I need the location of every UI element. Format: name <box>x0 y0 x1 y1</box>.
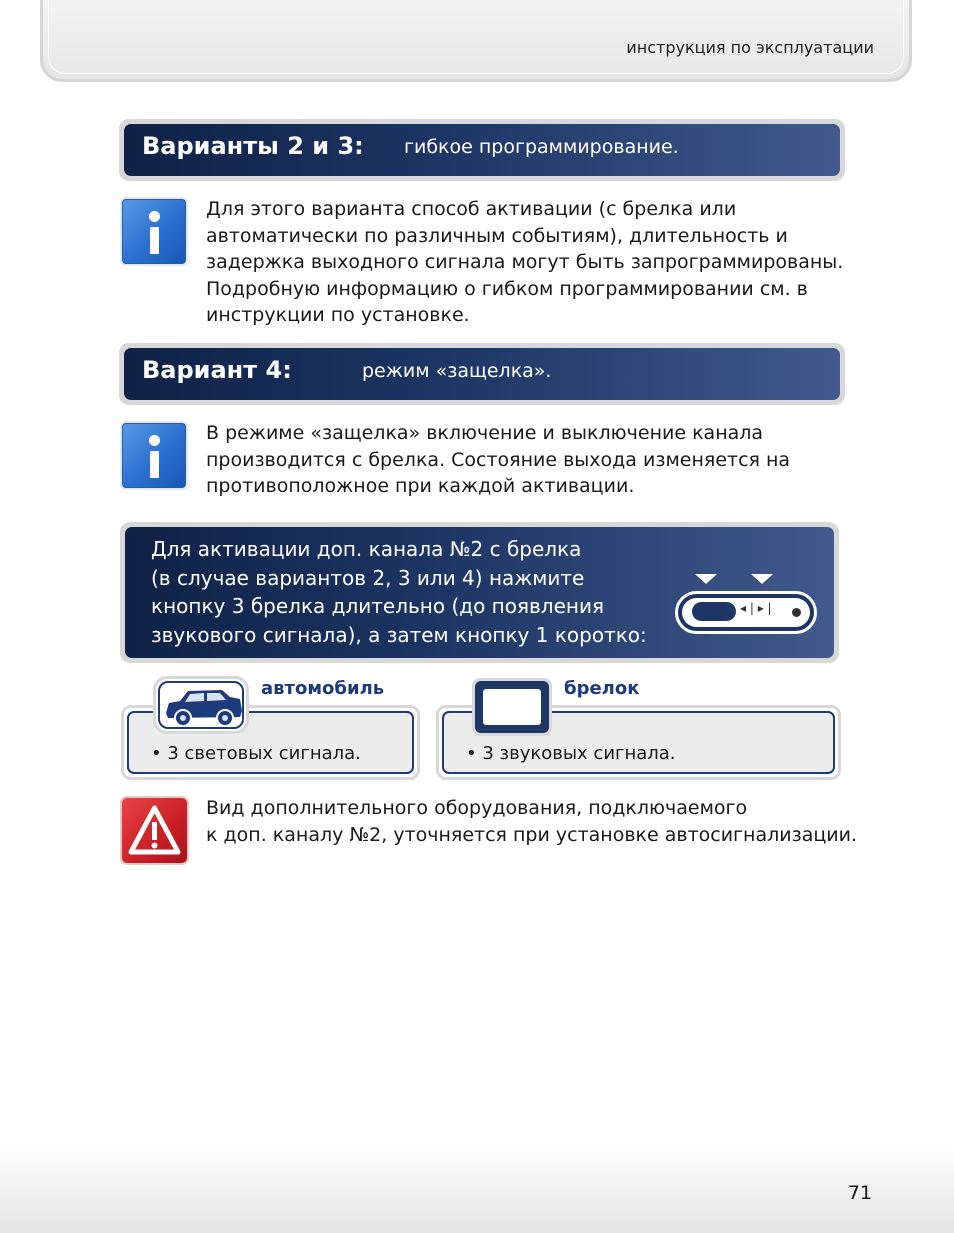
text-line: к доп. каналу №2, уточняется при установке автосигнализации. <box>206 823 858 846</box>
info-icon <box>120 197 188 266</box>
activation-instruction-text <box>151 535 647 649</box>
warning-icon <box>120 796 189 865</box>
car-icon <box>153 676 249 734</box>
footer-bar <box>0 1145 954 1233</box>
page-number: 71 <box>847 1182 872 1204</box>
text-line: автоматически по различным событиям), длительность и <box>206 224 788 247</box>
keyfob-display-icon <box>472 678 552 736</box>
keyfob-card-label: брелок <box>564 678 640 699</box>
text-line: звукового сигнала), а затем кнопку 1 коротко: <box>151 622 647 647</box>
text-line: (в случае вариантов 2, 3 или 4) нажмите <box>151 565 585 590</box>
info-icon <box>120 421 188 490</box>
warning-text <box>206 795 857 848</box>
text-line: производится с брелка. Состояние выхода изменяется на <box>206 448 791 471</box>
arrow-down-icon <box>695 574 717 584</box>
text-line: Подробную информацию о гибком программировании см. в <box>206 277 808 300</box>
arrow-down-icon <box>751 574 773 584</box>
car-card-label: автомобиль <box>261 678 385 699</box>
section-subtitle: режим «защелка». <box>362 360 552 382</box>
text-line: задержка выходного сигнала могут быть запрограммированы. <box>206 251 844 273</box>
text-line: Для активации доп. канала №2 с брелка <box>151 537 582 561</box>
text-line: противоположное при каждой активации. <box>206 475 635 497</box>
activation-instruction-box <box>120 522 839 663</box>
text-line: В режиме «защелка» включение и выключение канала <box>206 422 764 444</box>
section-title: Варианты 2 и 3: <box>142 132 364 160</box>
section-banner-variant-4 <box>119 343 845 405</box>
section-banner-variants-2-3 <box>119 119 845 181</box>
section-subtitle: гибкое программирование. <box>404 136 679 158</box>
section2-paragraph <box>206 420 790 500</box>
keyfob-card-bullet: • 3 звуковых сигнала. <box>466 743 676 764</box>
header-title: инструкция по эксплуатации <box>626 38 874 57</box>
text-line: инструкции по установке. <box>206 304 470 326</box>
text-line: Для этого варианта способ активации (с брелка или <box>206 198 737 220</box>
text-line: кнопку 3 брелка длительно (до появления <box>151 594 604 618</box>
keyfob-controls: ◂ | ▸ | <box>740 601 772 615</box>
section1-paragraph <box>206 196 843 329</box>
keyfob-icon <box>675 591 817 634</box>
text-line: Вид дополнительного оборудования, подключаемого <box>206 797 748 819</box>
car-card-bullet: • 3 световых сигнала. <box>151 743 361 764</box>
section-title: Вариант 4: <box>142 356 292 384</box>
